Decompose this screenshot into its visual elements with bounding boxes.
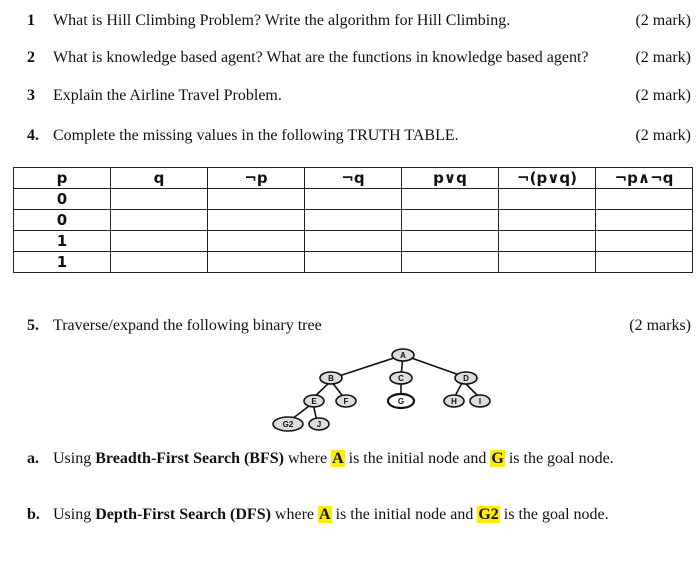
table-cell (111, 189, 208, 210)
header-p: p (14, 168, 111, 189)
question-text: Traverse/expand the following binary tree (53, 317, 322, 334)
table-row (14, 252, 693, 273)
start-node-highlight: A (332, 450, 344, 467)
part-text-segment: Using (53, 450, 96, 467)
binary-tree-diagram (258, 345, 508, 435)
question-1 (0, 10, 700, 34)
header-not-p-or-q: ¬(p∨q) (499, 168, 596, 189)
table-cell (208, 231, 305, 252)
table-cell (499, 189, 596, 210)
tree-node-label: B (328, 374, 334, 383)
part-text-segment: is the goal node. (504, 450, 614, 467)
table-row (14, 231, 693, 252)
tree-node-label: D (463, 374, 469, 383)
table-cell (305, 231, 402, 252)
tree-node-label: I (478, 397, 482, 406)
question-number: 5. (27, 317, 39, 334)
part-text (53, 450, 614, 468)
question-4 (0, 125, 700, 149)
header-not-p-and-not-q: ¬p∧¬q (596, 168, 693, 189)
question-mark: (2 mark) (635, 12, 691, 29)
tree-node-label: G2 (282, 420, 294, 429)
part-text-segment: where (270, 506, 319, 523)
table-row (14, 189, 693, 210)
question-number: 4. (27, 127, 39, 144)
question-number: 1 (27, 12, 35, 29)
table-cell (305, 189, 402, 210)
part-b (0, 504, 700, 528)
part-text-segment: Using (53, 506, 96, 523)
table-cell (402, 231, 499, 252)
table-cell (499, 252, 596, 273)
table-cell (596, 189, 693, 210)
part-text (53, 506, 609, 524)
question-text: What is knowledge based agent? What are the functions in knowledge based agent? (53, 49, 589, 66)
tree-node-label: G (397, 397, 405, 406)
header-q: q (111, 168, 208, 189)
header-not-q: ¬q (305, 168, 402, 189)
tree-node-label: A (400, 351, 406, 360)
part-label: a. (27, 450, 39, 467)
truth-table-header-row (14, 168, 693, 189)
table-cell: 0 (14, 189, 111, 210)
table-cell (402, 210, 499, 231)
goal-node-highlight: G2 (478, 506, 499, 523)
table-cell (499, 210, 596, 231)
table-cell (111, 231, 208, 252)
question-mark: (2 mark) (635, 127, 691, 144)
part-a (0, 448, 700, 472)
question-2 (0, 47, 700, 71)
question-number: 3 (27, 87, 35, 104)
table-cell (596, 252, 693, 273)
goal-node-highlight: G (491, 450, 504, 467)
question-5 (0, 315, 700, 339)
table-cell (305, 252, 402, 273)
tree-node-label: E (311, 397, 317, 406)
question-3 (0, 85, 700, 109)
table-cell: 0 (14, 210, 111, 231)
tree-node-label: F (343, 397, 349, 406)
header-not-p: ¬p (208, 168, 305, 189)
question-text: What is Hill Climbing Problem? Write the algorithm for Hill Climbing. (53, 12, 511, 29)
table-row (14, 210, 693, 231)
table-cell (208, 210, 305, 231)
question-mark: (2 marks) (629, 317, 691, 334)
question-mark: (2 mark) (635, 87, 691, 104)
table-cell (111, 252, 208, 273)
table-cell: 1 (14, 231, 111, 252)
search-method: Breadth-First Search (BFS) (95, 450, 284, 467)
tree-node-label: C (398, 374, 404, 383)
table-cell (208, 252, 305, 273)
table-cell (208, 189, 305, 210)
tree-node-label: H (451, 397, 457, 406)
part-label: b. (27, 506, 40, 523)
tree-node-label: J (316, 420, 322, 429)
table-cell (596, 231, 693, 252)
table-cell (402, 189, 499, 210)
table-cell (596, 210, 693, 231)
search-method: Depth-First Search (DFS) (95, 506, 271, 523)
question-text: Explain the Airline Travel Problem. (53, 87, 282, 104)
question-number: 2 (27, 49, 35, 66)
table-cell: 1 (14, 252, 111, 273)
table-cell (402, 252, 499, 273)
part-text-segment: is the initial node and (331, 506, 478, 523)
table-cell (305, 210, 402, 231)
table-cell (499, 231, 596, 252)
part-text-segment: is the initial node and (344, 450, 491, 467)
header-p-or-q: p∨q (402, 168, 499, 189)
part-text-segment: where (283, 450, 332, 467)
truth-table (13, 167, 693, 273)
table-cell (111, 210, 208, 231)
part-text-segment: is the goal node. (499, 506, 609, 523)
question-text: Complete the missing values in the following TRUTH TABLE. (53, 127, 459, 144)
start-node-highlight: A (319, 506, 331, 523)
question-mark: (2 mark) (635, 49, 691, 66)
